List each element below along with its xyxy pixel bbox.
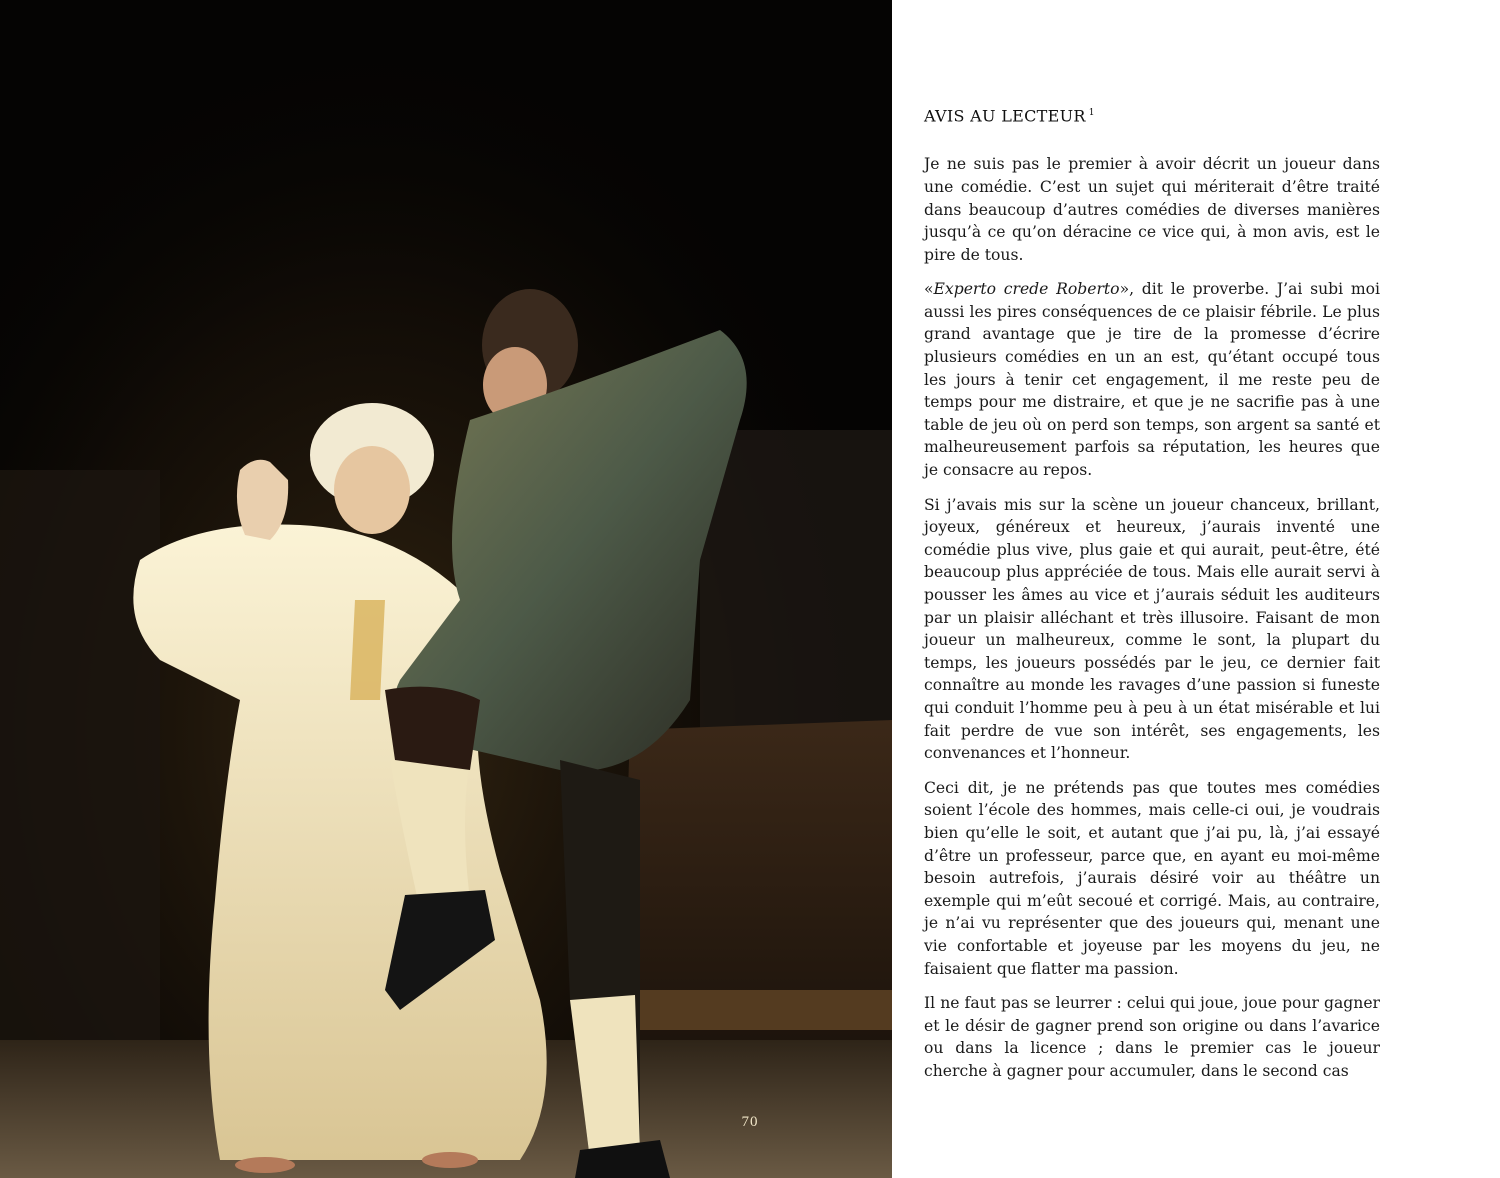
footnote-mark: 1 [1088,108,1095,118]
paragraph-2-text: », dit le proverbe. J’ai subi moi aussi les pires conséquences de ce plaisir fébrile. Le plus grand avantage que je tire de la promesse d’écrire plusieurs comédies en un an est, qu’étant occupé tous les jours à tenir cet engagement, il me reste peu de temps pour me distraire, et que je ne sacrifie pas à une table de jeu où on perd son temps, son argent sa santé et malheureusement parfois sa réputation, les heures que je consacre au repos. [924,280,1380,480]
paragraph-2 [924,278,1380,481]
article-heading [924,102,1380,127]
latin-proverb: Experto crede Roberto [933,280,1120,299]
woman-face [334,446,410,534]
open-quote: « [924,280,934,299]
paragraph-3: Si j’avais mis sur la scène un joueur chanceux, brillant, joyeux, généreux et heureux, j’aurais inventé une comédie plus vive, plus gaie et qui aurait, peut-être, été beaucoup plus appréciée de tous. Mais elle aurait servi à pousser les âmes au vice et j’aurais séduit les auditeurs par un plaisir alléchant et très illusoire. Faisant de mon joueur un malheureux, comme le sont, la plupart du temps, les joueurs possédés par le jeu, ce dernier fait connaître au monde les ravages d’une passion si funeste qui conduit l’homme peu à peu à un état misérable et lui fait perdre de vue son intérêt, ses engagements, les convenances et l’honneur. [924,495,1380,763]
paragraph-4: Ceci dit, je ne prétends pas que toutes mes comédies soient l’école des hommes, mais celle-ci oui, je voudrais bien qu’elle le soit, et autant que j’ai pu, là, j’ai essayé d’être un professeur, parce que, en ayant eu moi-même besoin autrefois, j’aurais désiré voir au théâtre un exemple qui m’eût secoué et corrigé. Mais, au contraire, je n’ai vu représenter que des joueurs qui, menant une vie confortable et joyeuse par les moyens du jeu, ne faisaient que flatter ma passion. [924,778,1380,978]
page-number: 70 [741,1114,759,1130]
article-column [924,102,1380,1094]
paragraph-1: Je ne suis pas le premier à avoir décrit un joueur dans une comédie. C’est un sujet qui mériterait d’être traité dans beaucoup d’autres comédies de diverses manières jusqu’à ce qu’on déracine ce vice qui, à mon avis, est le pire de tous. [924,155,1380,264]
paragraph-5: Il ne faut pas se leurrer : celui qui joue, joue pour gagner et le désir de gagner prend son origine ou dans l’avarice ou dans la licence ; dans le premier cas le joueur cherche à gagner pour accumuler, dans le second cas [924,994,1380,1080]
heading-text: AVIS AU LECTEUR [924,106,1086,126]
